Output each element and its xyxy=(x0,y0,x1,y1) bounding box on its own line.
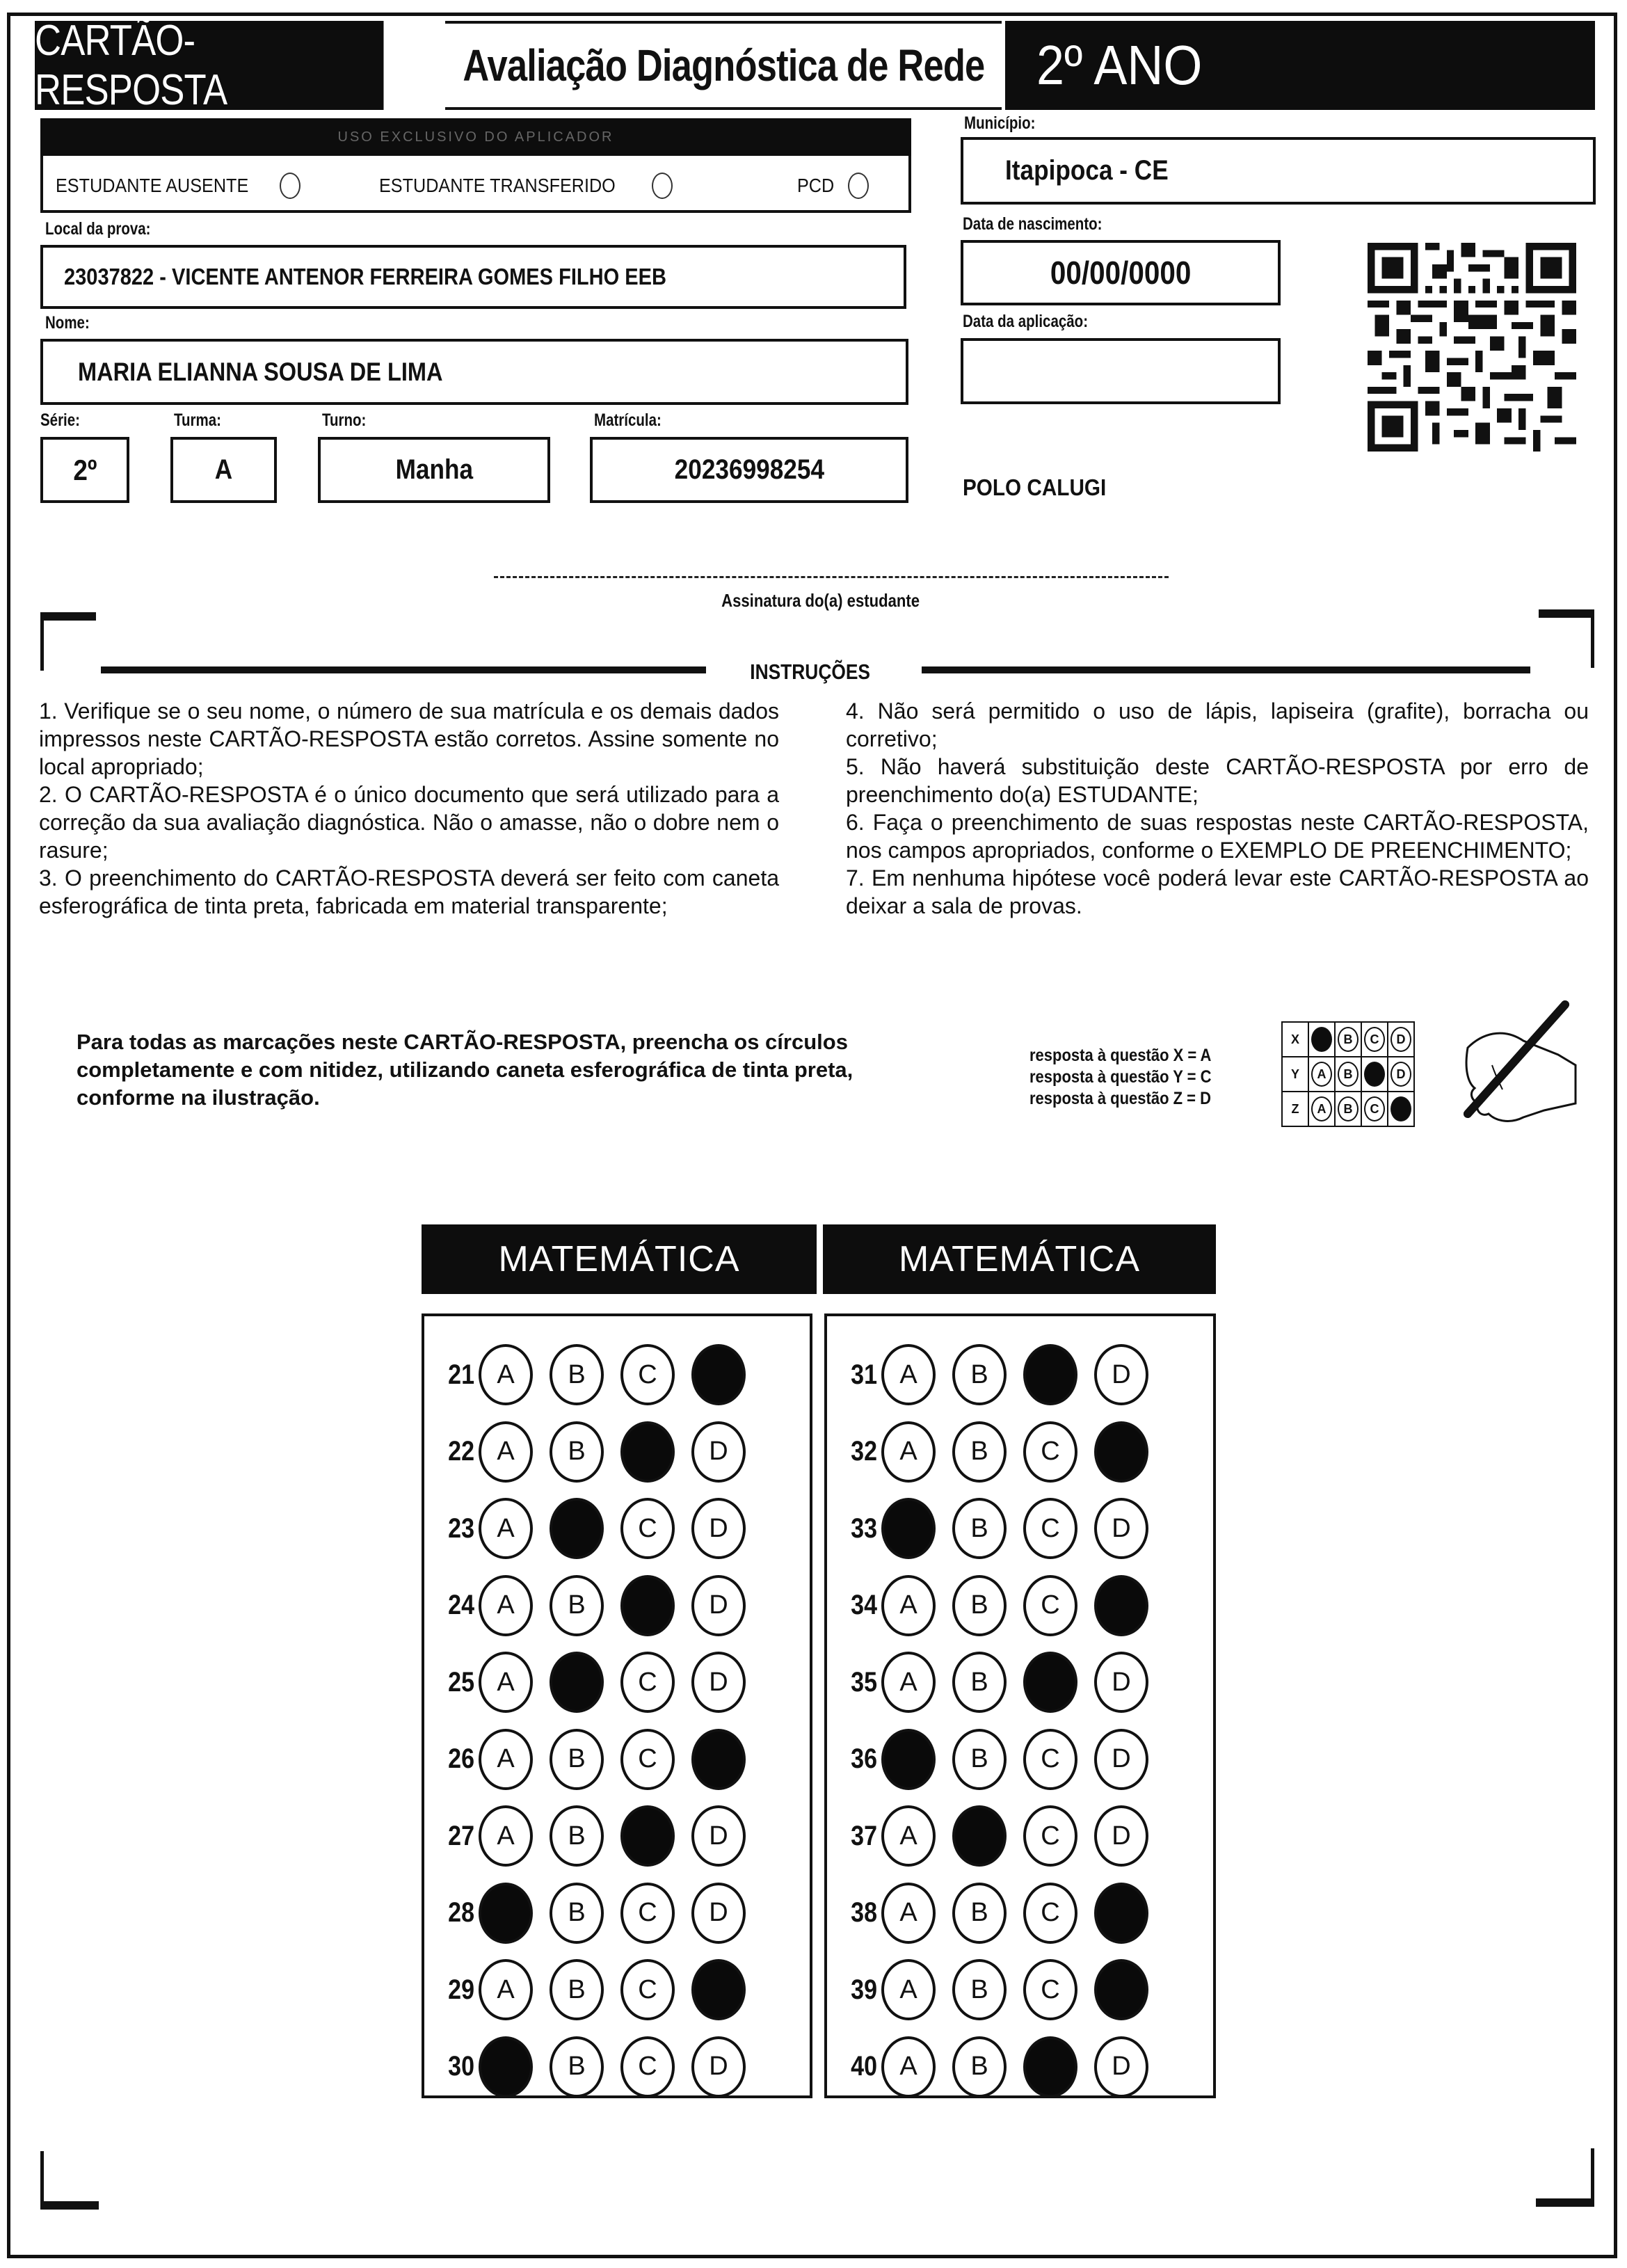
grade-label: Série: xyxy=(40,410,80,430)
answer-bubble[interactable]: D xyxy=(691,1805,746,1867)
example-bubble-filled xyxy=(1390,1096,1411,1121)
answer-bubble[interactable]: C xyxy=(620,1344,675,1405)
birth-date-field xyxy=(961,240,1281,305)
question-row xyxy=(827,1729,1165,1790)
answer-bubble-filled[interactable] xyxy=(881,1729,936,1790)
answer-bubble[interactable]: B xyxy=(550,1344,604,1405)
answer-bubble[interactable]: C xyxy=(620,1652,675,1713)
answer-bubble[interactable]: A xyxy=(479,1344,533,1405)
question-row xyxy=(827,1344,1165,1405)
instructions-title-text: INSTRUÇÕES xyxy=(750,660,871,684)
option-absent[interactable] xyxy=(56,173,300,199)
question-number: 39 xyxy=(851,1974,877,2005)
option-transferred[interactable] xyxy=(379,173,673,199)
example-bubble: B xyxy=(1338,1062,1358,1087)
instructions-title xyxy=(723,660,897,685)
instruction-item: 6. Faça o preenchimento de suas respostas neste CARTÃO-RESPOSTA, nos campos apropriados, conforme o EXEMPLO DE PREENCHIMENTO; xyxy=(846,810,1589,863)
signature-label-text: Assinatura do(a) estudante xyxy=(721,590,920,611)
question-row xyxy=(424,1344,762,1405)
answer-bubble-filled[interactable] xyxy=(550,1652,604,1713)
option-absent-label: ESTUDANTE AUSENTE xyxy=(56,175,249,196)
card-title-text: CARTÃO-RESPOSTA xyxy=(35,17,227,114)
answer-bubble-filled[interactable] xyxy=(691,1959,746,2020)
answer-bubble[interactable]: B xyxy=(952,1344,1007,1405)
local-prova-field xyxy=(40,245,906,309)
answer-panel-left xyxy=(422,1313,812,2098)
question-number: 27 xyxy=(448,1820,474,1851)
hand-with-pen-icon xyxy=(1426,999,1579,1152)
instructions-left-column xyxy=(39,697,779,920)
corner-mark-bottom-left xyxy=(40,2151,99,2210)
question-number: 30 xyxy=(448,2051,474,2082)
answer-bubble-filled[interactable] xyxy=(479,1883,533,1944)
question-number: 24 xyxy=(448,1590,474,1620)
question-row xyxy=(424,1883,762,1944)
example-bubble-filled xyxy=(1364,1062,1385,1087)
example-row-label: Y xyxy=(1282,1057,1308,1092)
answer-bubble[interactable]: B xyxy=(952,1575,1007,1636)
example-line-x: resposta à questão X = A xyxy=(1029,1046,1212,1065)
answer-bubble[interactable]: A xyxy=(881,2036,936,2098)
question-number: 23 xyxy=(448,1512,474,1544)
municipio-value: Itapipoca - CE xyxy=(1005,155,1169,186)
application-date-field xyxy=(961,338,1281,404)
question-row xyxy=(424,1805,762,1867)
question-row xyxy=(827,2036,1165,2098)
answer-bubble[interactable]: A xyxy=(479,1959,533,2020)
question-row xyxy=(424,1498,762,1559)
registration-label: Matrícula: xyxy=(594,410,662,430)
instruction-item: 7. Em nenhuma hipótese você poderá levar este CARTÃO-RESPOSTA ao deixar a sala de provas. xyxy=(846,865,1589,918)
shift-field xyxy=(318,437,550,503)
example-row-x xyxy=(1282,1022,1414,1057)
example-bubble-filled xyxy=(1311,1027,1332,1052)
answer-bubble[interactable]: D xyxy=(1094,2036,1148,2098)
answer-bubble[interactable]: D xyxy=(691,1421,746,1483)
question-row xyxy=(424,1729,762,1790)
example-bubble: D xyxy=(1390,1062,1411,1087)
example-bubble: A xyxy=(1311,1096,1332,1121)
example-answer-lines xyxy=(1029,1045,1236,1110)
question-number: 22 xyxy=(448,1436,474,1467)
answer-bubble[interactable]: A xyxy=(881,1652,936,1713)
local-prova-label: Local da prova: xyxy=(45,219,151,239)
header-grade xyxy=(1005,21,1595,110)
answer-bubble-filled[interactable] xyxy=(691,1344,746,1405)
answer-bubble[interactable]: B xyxy=(952,1498,1007,1559)
fill-example-table xyxy=(1281,1021,1415,1127)
name-label: Nome: xyxy=(45,313,90,333)
answer-bubble[interactable]: D xyxy=(1094,1805,1148,1867)
absent-radio[interactable] xyxy=(280,173,300,199)
question-row xyxy=(827,1498,1165,1559)
answer-bubble[interactable]: B xyxy=(550,1959,604,2020)
birth-date-label: Data de nascimento: xyxy=(963,214,1103,234)
answer-bubble[interactable]: D xyxy=(1094,1729,1148,1790)
answer-bubble[interactable]: C xyxy=(1023,1498,1077,1559)
municipio-label: Município: xyxy=(964,113,1036,133)
question-row xyxy=(827,1805,1165,1867)
answer-bubble[interactable]: D xyxy=(691,1883,746,1944)
answer-bubble[interactable]: C xyxy=(620,1729,675,1790)
answer-bubble[interactable]: B xyxy=(952,1883,1007,1944)
signature-line[interactable] xyxy=(494,576,1169,578)
answer-bubble[interactable]: D xyxy=(691,1498,746,1559)
header-assessment-title xyxy=(445,21,1002,110)
question-number: 28 xyxy=(448,1897,474,1928)
example-row-y xyxy=(1282,1057,1414,1092)
answer-panel-right xyxy=(824,1313,1216,2098)
answer-bubble-filled[interactable] xyxy=(1023,1344,1077,1405)
example-bubble: B xyxy=(1338,1096,1358,1121)
answer-bubble[interactable]: A xyxy=(881,1959,936,2020)
answer-bubble[interactable]: A xyxy=(479,1575,533,1636)
answer-bubble[interactable]: B xyxy=(550,1729,604,1790)
instruction-item: 3. O preenchimento do CARTÃO-RESPOSTA deverá ser feito com caneta esferográfica de tinta preta, fabricada em material transparente; xyxy=(39,865,779,918)
signature-label xyxy=(626,590,1016,612)
answer-bubble-filled[interactable] xyxy=(691,1729,746,1790)
answer-bubble[interactable]: A xyxy=(479,1498,533,1559)
question-number: 38 xyxy=(851,1897,877,1928)
registration-field xyxy=(590,437,908,503)
answer-bubble[interactable]: C xyxy=(1023,1729,1077,1790)
example-bubble: D xyxy=(1390,1027,1411,1052)
question-row xyxy=(424,1959,762,2020)
question-number: 25 xyxy=(448,1666,474,1698)
answer-bubble[interactable]: D xyxy=(691,1652,746,1713)
registration-value: 20236998254 xyxy=(674,454,824,485)
class-field xyxy=(170,437,277,503)
instruction-item: 1. Verifique se o seu nome, o número de sua matrícula e os demais dados impressos neste CARTÃO-RESPOSTA estão corretos. Assine somente no local apropriado; xyxy=(39,698,779,779)
corner-mark-top-right xyxy=(1539,609,1594,668)
applicator-title: USO EXCLUSIVO DO APLICADOR xyxy=(40,118,911,156)
answer-bubble[interactable]: A xyxy=(881,1421,936,1483)
answer-bubble-filled[interactable] xyxy=(1094,1959,1148,2020)
instructions-rule-left xyxy=(101,666,706,673)
corner-mark-top-left xyxy=(40,612,96,671)
option-pcd-label: PCD xyxy=(797,175,835,196)
example-line-y: resposta à questão Y = C xyxy=(1029,1067,1212,1087)
answer-bubble[interactable]: D xyxy=(1094,1498,1148,1559)
answer-bubble-filled[interactable] xyxy=(550,1498,604,1559)
answer-bubble[interactable]: B xyxy=(550,1421,604,1483)
example-bubble: C xyxy=(1364,1027,1385,1052)
question-row xyxy=(827,1575,1165,1636)
name-value: MARIA ELIANNA SOUSA DE LIMA xyxy=(78,357,443,386)
instructions-rule-right xyxy=(922,666,1530,673)
pcd-radio[interactable] xyxy=(848,173,869,199)
answer-bubble[interactable]: B xyxy=(952,2036,1007,2098)
qr-code-icon xyxy=(1368,237,1576,458)
polo-label xyxy=(963,474,1122,501)
grade-text: 2º ANO xyxy=(1036,34,1203,96)
answer-bubble[interactable]: A xyxy=(881,1575,936,1636)
answer-bubble[interactable]: C xyxy=(620,1959,675,2020)
answer-bubble[interactable]: C xyxy=(1023,1959,1077,2020)
answer-bubble[interactable]: A xyxy=(479,1421,533,1483)
municipio-field xyxy=(961,137,1596,205)
shift-label: Turno: xyxy=(322,410,367,430)
header-card-title xyxy=(35,17,384,114)
application-date-label: Data da aplicação: xyxy=(963,312,1089,331)
question-number: 36 xyxy=(851,1743,877,1774)
question-row xyxy=(827,1421,1165,1483)
answer-bubble-filled[interactable] xyxy=(1094,1421,1148,1483)
question-number: 37 xyxy=(851,1820,877,1851)
subject-title: MATEMÁTICA xyxy=(898,1239,1141,1279)
subject-header-right xyxy=(823,1224,1216,1294)
answer-bubble-filled[interactable] xyxy=(1094,1883,1148,1944)
question-number: 21 xyxy=(448,1359,474,1390)
answer-bubble[interactable]: B xyxy=(952,1652,1007,1713)
shift-value: Manha xyxy=(395,454,473,485)
question-row xyxy=(827,1959,1165,2020)
answer-bubble[interactable]: C xyxy=(1023,1421,1077,1483)
fill-instruction-note: Para todas as marcações neste CARTÃO-RESPOSTA, preencha os círculos completamente e com nitidez, utilizando caneta esferográfica de tinta preta, conforme na ilustração. xyxy=(77,1030,853,1110)
answer-bubble-filled[interactable] xyxy=(479,2036,533,2098)
example-bubble: B xyxy=(1338,1027,1358,1052)
answer-bubble[interactable]: A xyxy=(881,1805,936,1867)
question-row xyxy=(424,1652,762,1713)
option-transferred-label: ESTUDANTE TRANSFERIDO xyxy=(379,175,616,196)
answer-bubble[interactable]: B xyxy=(550,1805,604,1867)
question-number: 33 xyxy=(851,1512,877,1544)
polo-value: POLO CALUGI xyxy=(963,474,1107,500)
question-row xyxy=(424,1575,762,1636)
class-label: Turma: xyxy=(174,410,221,430)
answer-bubble-filled[interactable] xyxy=(1094,1575,1148,1636)
answer-bubble[interactable]: C xyxy=(1023,1805,1077,1867)
answer-bubble[interactable]: C xyxy=(620,1883,675,1944)
grade-value: 2º xyxy=(72,453,97,486)
example-row-label: X xyxy=(1282,1022,1308,1057)
answer-bubble-filled[interactable] xyxy=(620,1421,675,1483)
answer-bubble-filled[interactable] xyxy=(620,1805,675,1867)
answer-bubble-filled[interactable] xyxy=(1023,1652,1077,1713)
question-number: 31 xyxy=(851,1359,877,1390)
answer-bubble[interactable]: B xyxy=(550,2036,604,2098)
instruction-item: 5. Não haverá substituição deste CARTÃO-RESPOSTA por erro de preenchimento do(a) ESTUDANTE; xyxy=(846,754,1589,807)
question-number: 40 xyxy=(851,2051,877,2082)
question-row xyxy=(827,1883,1165,1944)
answer-bubble[interactable]: B xyxy=(952,1959,1007,2020)
instruction-item: 2. O CARTÃO-RESPOSTA é o único documento que será utilizado para a correção da sua avaliação diagnóstica. Não o amasse, não o dobre nem o rasure; xyxy=(39,782,779,863)
question-row xyxy=(424,1421,762,1483)
answer-bubble[interactable]: D xyxy=(691,2036,746,2098)
corner-mark-bottom-right xyxy=(1536,2148,1594,2207)
question-number: 35 xyxy=(851,1666,877,1698)
grade-field xyxy=(40,437,129,503)
answer-bubble[interactable]: D xyxy=(1094,1344,1148,1405)
instructions-right-column xyxy=(846,697,1589,920)
answer-bubble[interactable]: C xyxy=(1023,1575,1077,1636)
answer-bubble-filled[interactable] xyxy=(881,1498,936,1559)
question-row xyxy=(424,2036,762,2098)
subject-title: MATEMÁTICA xyxy=(498,1239,740,1279)
example-row-z xyxy=(1282,1092,1414,1126)
answer-bubble-filled[interactable] xyxy=(952,1805,1007,1867)
answer-bubble[interactable]: A xyxy=(881,1344,936,1405)
answer-bubble[interactable]: A xyxy=(479,1729,533,1790)
answer-bubble[interactable]: A xyxy=(881,1883,936,1944)
answer-bubble[interactable]: D xyxy=(1094,1652,1148,1713)
answer-bubble[interactable]: B xyxy=(550,1575,604,1636)
question-number: 29 xyxy=(448,1974,474,2005)
question-row xyxy=(827,1652,1165,1713)
question-number: 26 xyxy=(448,1743,474,1774)
option-pcd[interactable] xyxy=(797,173,869,199)
example-row-label: Z xyxy=(1282,1092,1308,1126)
answer-bubble[interactable]: D xyxy=(691,1575,746,1636)
answer-bubble[interactable]: A xyxy=(479,1805,533,1867)
instruction-item: 4. Não será permitido o uso de lápis, lapiseira (grafite), borracha ou corretivo; xyxy=(846,698,1589,751)
answer-bubble[interactable]: B xyxy=(952,1729,1007,1790)
example-bubble: A xyxy=(1311,1062,1332,1087)
name-field xyxy=(40,339,908,405)
local-prova-value: 23037822 - VICENTE ANTENOR FERREIRA GOMES FILHO EEB xyxy=(64,264,667,289)
birth-date-value: 00/00/0000 xyxy=(1050,255,1192,291)
example-line-z: resposta à questão Z = D xyxy=(1029,1089,1212,1108)
answer-bubble[interactable]: A xyxy=(479,1652,533,1713)
assessment-title-text: Avaliação Diagnóstica de Rede xyxy=(462,40,985,90)
answer-bubble[interactable]: C xyxy=(1023,1883,1077,1944)
question-number: 34 xyxy=(851,1590,877,1620)
answer-bubble[interactable]: B xyxy=(952,1421,1007,1483)
answer-bubble[interactable]: C xyxy=(620,2036,675,2098)
transferred-radio[interactable] xyxy=(652,173,673,199)
question-number: 32 xyxy=(851,1436,877,1467)
answer-bubble-filled[interactable] xyxy=(1023,2036,1077,2098)
answer-bubble[interactable]: B xyxy=(550,1883,604,1944)
subject-header-left xyxy=(422,1224,817,1294)
answer-bubble-filled[interactable] xyxy=(620,1575,675,1636)
answer-bubble[interactable]: C xyxy=(620,1498,675,1559)
example-bubble: C xyxy=(1364,1096,1385,1121)
class-value: A xyxy=(214,454,233,485)
